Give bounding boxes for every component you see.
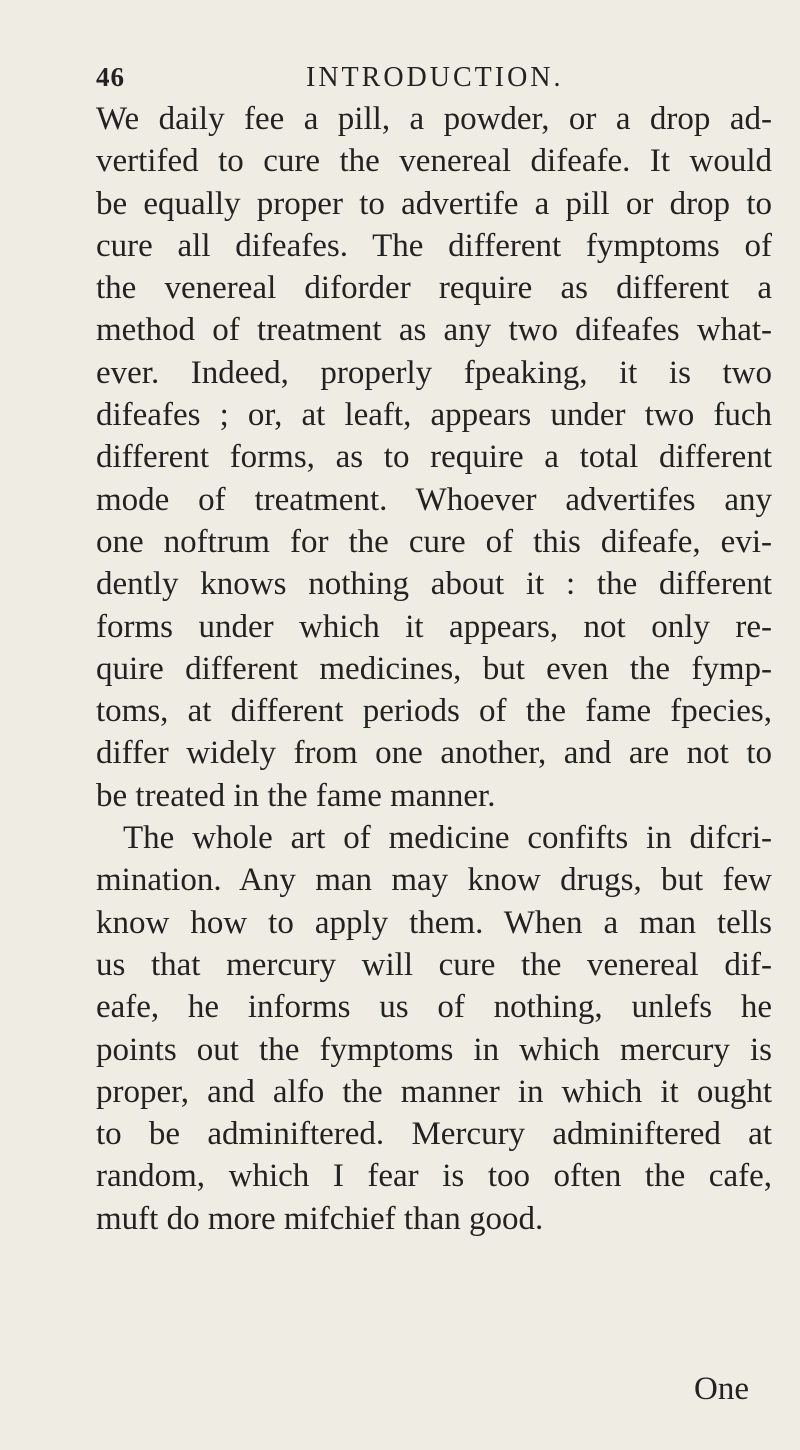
text-line: cure all difeafes. The different fymptoms of (96, 227, 772, 264)
text-line: random, which I fear is too often the cafe, (96, 1158, 772, 1195)
text-line: forms under which it appears, not only re- (96, 608, 772, 645)
text-line: differ widely from one another, and are not to (96, 735, 772, 772)
text-line: muft do more mifchief than good. (96, 1200, 544, 1237)
text-line: mode of treatment. Whoever advertifes any (96, 481, 772, 518)
text-line: us that mercury will cure the venereal dif- (96, 946, 772, 983)
text-line: be equally proper to advertife a pill or drop to (96, 185, 772, 222)
text-line: toms, at different periods of the fame fpecies, (96, 693, 772, 730)
text-line: ever. Indeed, properly fpeaking, it is two (96, 354, 772, 391)
text-line: We daily fee a pill, a powder, or a drop ad- (96, 101, 772, 137)
running-head: INTRODUCTION. (306, 62, 564, 93)
catchword: One (694, 1371, 749, 1407)
page-header (96, 62, 746, 102)
text-line: dently knows nothing about it : the different (96, 566, 772, 603)
text-line: be treated in the fame manner. (96, 777, 496, 814)
text-line: points out the fymptoms in which mercury is (96, 1031, 772, 1068)
text-line: eafe, he informs us of nothing, unlefs he (96, 989, 772, 1026)
text-line: one noftrum for the cure of this difeafe, evi- (96, 523, 772, 560)
text-line: quire different medicines, but even the fymp- (96, 650, 772, 687)
body-text (96, 98, 772, 1240)
page-number: 46 (96, 62, 125, 92)
text-line: difeafes ; or, at leaft, appears under two fuch (96, 397, 772, 434)
text-line: the venereal diforder require as different a (96, 270, 772, 307)
text-line: to be adminiftered. Mercury adminiftered at (96, 1116, 772, 1153)
text-line: proper, and alfo the manner in which it ought (96, 1073, 772, 1110)
text-line: vertifed to cure the venereal difeafe. It would (96, 143, 772, 180)
text-line: mination. Any man may know drugs, but few (96, 862, 772, 899)
text-line: know how to apply them. When a man tells (96, 904, 772, 941)
paragraph-start-line: The whole art of medicine confifts in difcri- (123, 820, 772, 857)
text-line: method of treatment as any two difeafes what- (96, 312, 772, 349)
text-line: different forms, as to require a total different (96, 439, 772, 476)
